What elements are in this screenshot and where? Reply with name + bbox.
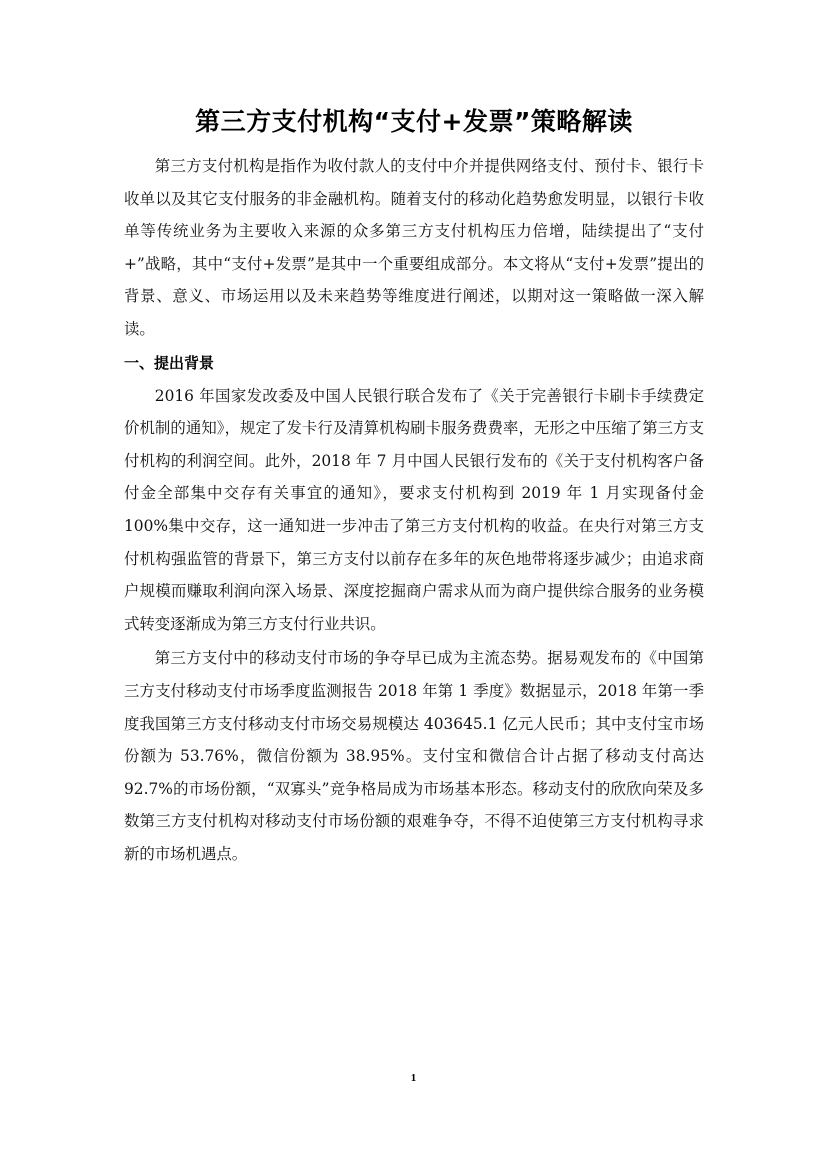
page-number: 1 — [410, 1072, 417, 1084]
background-paragraph-1: 2016 年国家发改委及中国人民银行联合发布了《关于完善银行卡刷卡手续费定价机制的通知》，规定了发卡行及清算机构刷卡服务费费率，无形之中压缩了第三方支付机构的利润空间。此外，2018 年 7 月中国人民银行发布的《关于支付机构客户备付金全部集中交存有关事宜的通知》，要求支付机构到 2019 年 1 月实现备付金 100%集中交存，这一通知进一步冲击了第三方支付机构的收益。在央行对第三方支付机构强监管的背景下，第三方支付以前存在多年的灰色地带将逐步减少；由追求商户规模而赚取利润向深入场景、深度挖掘商户需求从而为商户提供综合服务的业务模式转变逐渐成为第三方支付行业共识。 — [124, 386, 704, 633]
document-body — [124, 100, 704, 870]
intro-paragraph: 第三方支付机构是指作为收付款人的支付中介并提供网络支付、预付卡、银行卡收单以及其它支付服务的非金融机构。随着支付的移动化趋势愈发明显，以银行卡收单等传统业务为主要收入来源的众多第三方支付机构压力倍增，陆续提出了“支付+”战略，其中“支付+发票”是其中一个重要组成部分。本文将从“支付+发票”提出的背景、意义、市场运用以及未来趋势等维度进行阐述，以期对这一策略做一深入解读。 — [124, 157, 704, 338]
background-paragraph-2: 第三方支付中的移动支付市场的争夺早已成为主流态势。据易观发布的《中国第三方支付移动支付市场季度监测报告 2018 年第 1 季度》数据显示，2018 年第一季度我国第三方支付移动支付市场交易规模达 403645.1 亿元人民币；其中支付宝市场份额为 53.76%，微信份额为 38.95%。支付宝和微信合计占据了移动支付高达 92.7%的市场份额，“双寡头”竞争格局成为市场基本形态。移动支付的欣欣向荣及多数第三方支付机构对移动支付市场份额的艰难争夺，不得不迫使第三方支付机构寻求新的市场机遇点。 — [124, 649, 704, 863]
document-title: 第三方支付机构“支付+发票”策略解读 — [195, 107, 633, 136]
section-heading-background: 一、提出背景 — [124, 353, 215, 372]
